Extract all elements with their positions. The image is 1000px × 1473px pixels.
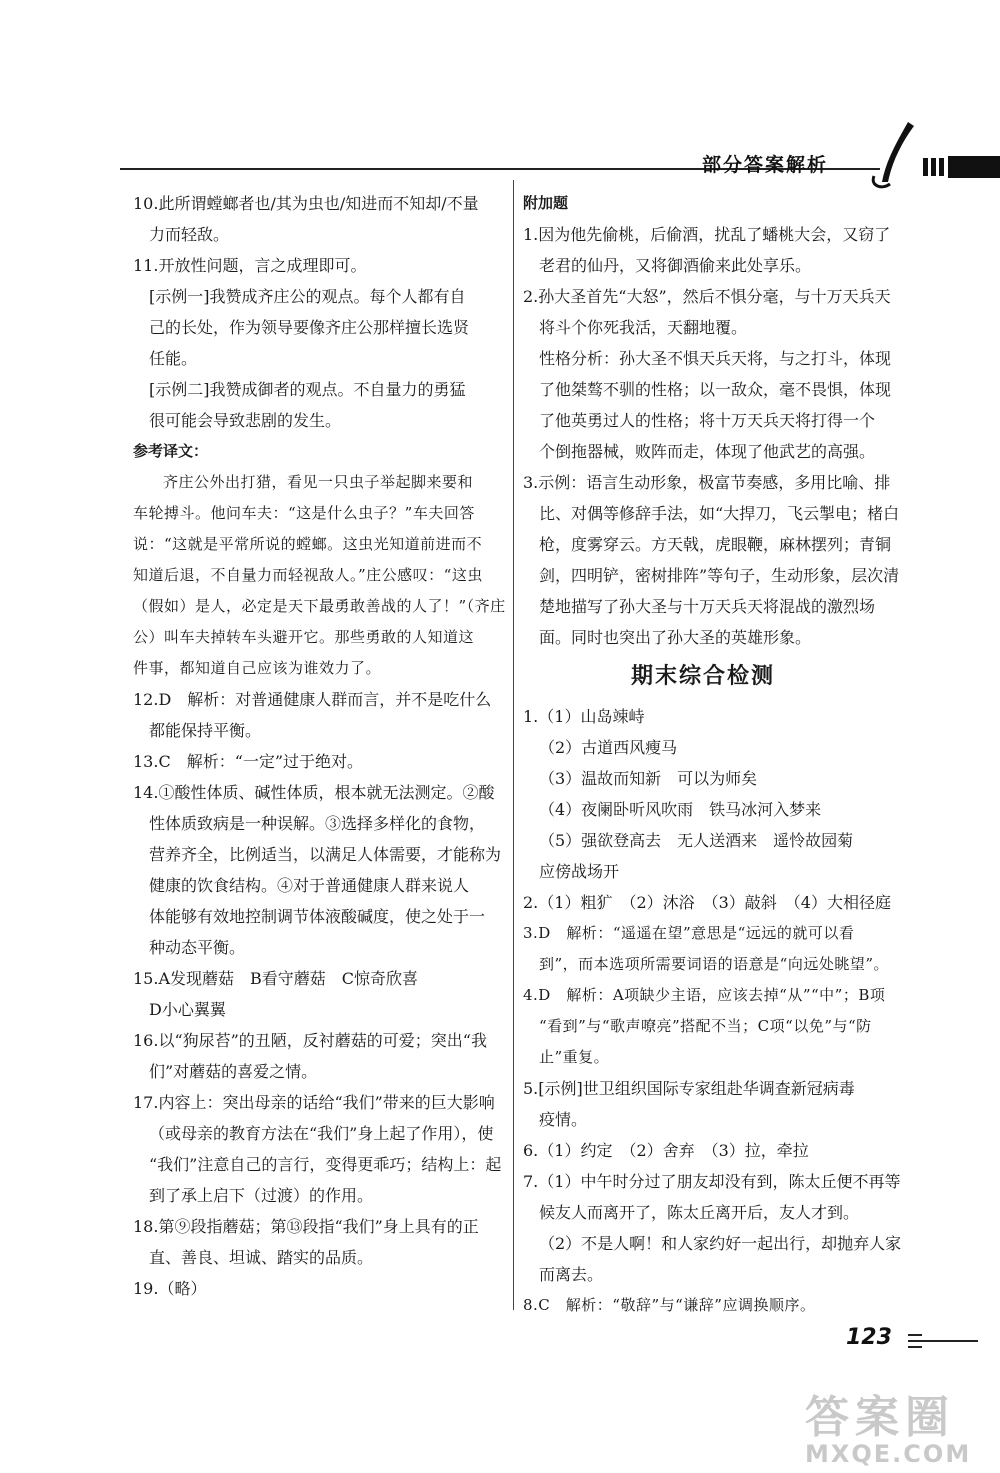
answer-line: 疫情。 (539, 1110, 588, 1129)
watermark-url: MXQE.COM (805, 1440, 972, 1468)
answer-line: 老君的仙丹，又将御酒偷来此处享乐。 (539, 256, 812, 275)
answer-line: 6.（1）约定 （2）舍弃 （3）拉，牵拉 (523, 1141, 809, 1160)
answer-line: 剑，四明铲，密树排阵”等句子，生动形象，层次清 (539, 566, 900, 585)
answer-line: 2.孙大圣首先“大怒”，然后不惧分毫，与十万天兵天 (523, 287, 891, 306)
answer-line: 了他桀骜不驯的性格；以一敌众，毫不畏惧，体现 (539, 380, 892, 399)
translation-line: 齐庄公外出打猎，看见一只虫子举起脚来要和 (163, 473, 474, 491)
right-column (523, 188, 902, 1321)
translation-line: 公）叫车夫掉转车头避开它。那些勇敢的人知道这 (133, 628, 475, 646)
answer-line: 营养齐全，比例适当，以满足人体需要，才能称为 (149, 845, 502, 864)
answer-line: 18.第⑨段指蘑菇；第⑬段指“我们”身上具有的正 (133, 1217, 479, 1236)
answer-line: 3.示例：语言生动形象，极富节奏感，多用比喻、排 (523, 473, 891, 492)
answer-line: 14.①酸性体质、碱性体质，根本就无法测定。②酸 (133, 783, 495, 802)
answer-line: （4）夜阑卧听风吹雨 铁马冰河入梦来 (539, 800, 822, 819)
page-number-decoration (908, 1334, 978, 1352)
answer-line: 7.（1）中午时分过了朋友却没有到，陈太丘便不再等 (523, 1172, 901, 1191)
column-divider (513, 180, 514, 1310)
answer-line: 都能保持平衡。 (149, 721, 262, 740)
answer-line: 止”重复。 (539, 1048, 610, 1066)
answer-line: [示例二]我赞成御者的观点。不自量力的勇猛 (149, 380, 466, 399)
answer-line: 15.A发现蘑菇 B看守蘑菇 C惊奇欣喜 (133, 969, 419, 988)
answer-line: 2.（1）粗犷 （2）沐浴 （3）敲斜 （4）大相径庭 (523, 893, 891, 912)
answer-line: （5）强欲登高去 无人送酒来 遥怜故园菊 (539, 831, 854, 850)
answer-line: 比、对偶等修辞手法，如“大捍刀，飞云掣电；楮白 (539, 504, 900, 523)
translation-line: 知道后退，不自量力而轻视敌人。”庄公感叹：“这虫 (133, 566, 483, 584)
header-decoration-block (948, 156, 1000, 178)
answer-line: “我们”注意自己的言行，变得更乖巧；结构上：起 (149, 1155, 502, 1174)
answer-line: 17.内容上：突出母亲的话给“我们”带来的巨大影响 (133, 1093, 495, 1112)
answer-line: 4.D 解析：A项缺少主语，应该去掉“从”“中”；B项 (523, 986, 886, 1004)
answer-line: 应傍战场开 (539, 862, 620, 881)
answer-line: D小心翼翼 (149, 1000, 226, 1019)
translation-line: 件事，都知道自己应该为谁效力了。 (133, 659, 382, 677)
answer-line: 己的长处，作为领导要像齐庄公那样擅长选贤 (149, 318, 470, 337)
answer-line: 1.（1）山岛竦峙 (523, 707, 645, 726)
answer-line: [示例一]我赞成齐庄公的观点。每个人都有自 (149, 287, 466, 306)
translation-line: 车轮搏斗。他问车夫：“这是什么虫子？”车夫回答 (133, 504, 475, 522)
answer-line: 了他英勇过人的性格；将十万天兵天将打得一个 (539, 411, 876, 430)
answer-line: 很可能会导致悲剧的发生。 (149, 411, 342, 430)
answer-line: 1.因为他先偷桃，后偷酒，扰乱了蟠桃大会，又窃了 (523, 225, 891, 244)
answer-line: 候友人而离开了，陈太丘离开后，友人才到。 (539, 1203, 860, 1222)
answer-line: 16.以“狗尿苔”的丑陋，反衬蘑菇的可爱；突出“我 (133, 1031, 487, 1050)
answer-line: “看到”与“歌声嘹亮”搭配不当；C项“以免”与“防 (539, 1017, 872, 1035)
answer-line: 性体质致病是一种误解。③选择多样化的食物， (149, 814, 486, 833)
answer-line: 到”，而本选项所需要词语的语意是“向远处眺望”。 (539, 955, 890, 973)
answer-line: 到了承上启下（过渡）的作用。 (149, 1186, 374, 1205)
answer-line: （3）温故而知新 可以为师矣 (539, 769, 758, 788)
section-title: 期末综合检测 (630, 664, 775, 689)
answer-line: 个倒拖器械，败阵而走，体现了他武艺的高强。 (539, 442, 876, 461)
watermark-text: 答案圈 (805, 1392, 955, 1443)
header-title: 部分答案解析 (702, 154, 829, 176)
translation-line: （假如）是人，必定是天下最勇敢善战的人了！”（齐庄 (133, 597, 506, 615)
answer-line: 楚地描写了孙大圣与十万天兵天将混战的激烈场 (539, 597, 876, 616)
answer-line: 13.C 解析：“一定”过于绝对。 (133, 752, 364, 771)
answer-line: 直、善良、坦诚、踏实的品质。 (149, 1248, 374, 1267)
header-decoration-bars (923, 158, 947, 180)
answer-line: 健康的饮食结构。④对于普通健康人群来说人 (149, 876, 470, 895)
translation-heading: 参考译文： (133, 442, 209, 460)
answer-line: 10.此所谓螳螂者也/其为虫也/知进而不知却/不量 (133, 194, 479, 213)
answer-line: 11.开放性问题，言之成理即可。 (133, 256, 367, 275)
answer-line: 将斗个你死我活，天翻地覆。 (539, 318, 748, 337)
quill-pen-icon (868, 120, 928, 190)
answer-line: （2）古道西风瘦马 (539, 738, 678, 757)
watermark-logo (805, 1392, 995, 1470)
answer-line: 任能。 (149, 349, 198, 368)
answer-line: 们”对蘑菇的喜爱之情。 (149, 1062, 318, 1081)
left-column (133, 188, 506, 1304)
answer-line: 5.[示例]世卫组织国际专家组赴华调查新冠病毒 (523, 1079, 855, 1098)
answer-line: 体能够有效地控制调节体液酸碱度，使之处于一 (149, 907, 486, 926)
answer-line: 种动态平衡。 (149, 938, 246, 957)
answer-line: 而离去。 (539, 1265, 604, 1284)
answer-line: 19.（略） (133, 1279, 207, 1298)
answer-line: 3.D 解析：“遥遥在望”意思是“远远的就可以看 (523, 924, 855, 942)
answer-line: 12.D 解析：对普通健康人群而言，并不是吃什么 (133, 690, 492, 709)
answer-line: 力而轻敌。 (149, 225, 230, 244)
answer-line: 枪，度雾穿云。方天戟，虎眼鞭，麻林摆列；青铜 (539, 535, 892, 554)
answer-line: 性格分析：孙大圣不惧天兵天将，与之打斗，体现 (539, 349, 892, 368)
answer-line: 面。同时也突出了孙大圣的英雄形象。 (539, 628, 812, 647)
page-number: 123 (846, 1325, 892, 1350)
answer-line: 8.C 解析：“敬辞”与“谦辞”应调换顺序。 (523, 1296, 816, 1314)
answer-line: （2）不是人啊！和人家约好一起出行，却抛弃人家 (539, 1234, 902, 1253)
bonus-heading: 附加题 (523, 194, 569, 212)
translation-line: 说：“这就是平常所说的螳螂。这虫光知道前进而不 (133, 535, 483, 553)
answer-line: （或母亲的教育方法在“我们”身上起了作用），使 (149, 1124, 494, 1143)
